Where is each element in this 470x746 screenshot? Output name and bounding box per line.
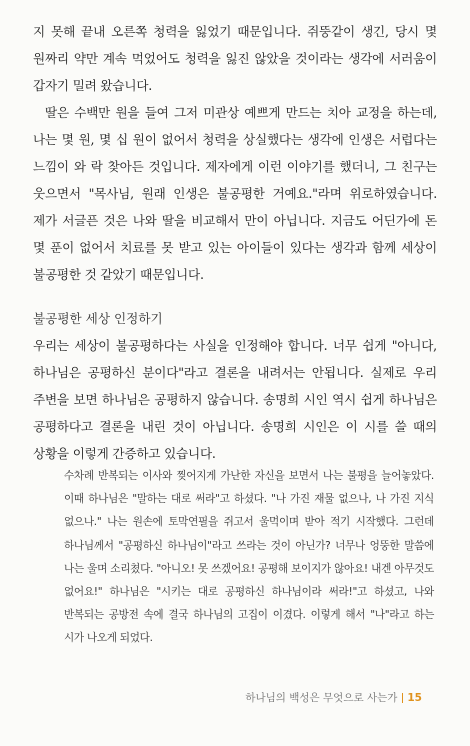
footer-separator <box>402 693 403 703</box>
page-number: 15 <box>407 691 422 704</box>
testimony-quote: 수차례 반복되는 이사와 찢어지게 가난한 자신을 보면서 나는 불평을 늘어놓았다. 이때 하나님은 "말하는 대로 써라"고 하셨다. "나 가진 재물 없으나, 나 가진 지식 없으나." 나는 원손에 토막연필을 쥐고서 울먹이며 받아 적기 시작했다. 그런데 하나님께서 "공평하신 하나님이"라고 쓰라는 것이 아닌가? 너무나 엉뚱한 말씀에 나는 울며 소리쳤다. "아니오! 못 쓰겠어요! 공평해 보이지가 않아요! 내겐 아무것도 없어요!" 하나님은 "시키는 대로 공평하신 하나님이라 써라!"고 하셨고, 나와 반복되는 공방전 속에 결국 하나님의 고집이 이겼다. 이렇게 해서 "나"라고 하는 시가 나오게 되었다. <box>64 470 434 645</box>
section-paragraph: 우리는 세상이 불공평하다는 사실을 인정해야 합니다. 너무 쉽게 "아니다, 하나님은 공평하신 분이다"라고 결론을 내려서는 안됩니다. 실제로 우리 주변을 보면 하나님은 공평하지 않습니다. 송명희 시인 역시 쉽게 하나님은 공평하다고 결론을 내린 것이 아닙니다. 송명희 시인은 이 시를 쓸 때의 상황을 이렇게 간증하고 있습니다. <box>33 338 437 461</box>
paragraph-1: 지 못해 끝내 오른쪽 청력을 잃었기 때문입니다. 쥐뚱같이 생긴, 당시 몇 원짜리 약만 계속 먹었어도 청력을 잃진 않았을 것이라는 생각에 서러움이 갑자기 밀려 왔습니다. <box>33 24 437 93</box>
main-text <box>33 18 437 467</box>
paragraph-2: 딸은 수백만 원을 들여 그저 미관상 예쁘게 만드는 치아 교정을 하는데, 나는 몇 원, 몇 십 원이 없어서 청력을 상실했다는 생각에 인생은 서럽다는 느낌이 와 락 찾아든 것입니다. 제자에게 이런 이야기를 했더니, 그 친구는 웃으면서 "목사님, 원래 인생은 불공평한 거예요."라며 위로하였습니다. 제가 서글픈 것은 나와 딸을 비교해서 만이 아닙니다. 지금도 어딘가에 돈 몇 푼이 없어서 치료를 못 받고 있는 아이들이 있다는 생각과 함께 세상이 불공평한 것 같았기 때문입니다. <box>33 105 437 282</box>
running-title: 하나님의 백성은 무엇으로 사는가 <box>245 692 398 704</box>
page-footer <box>245 690 422 705</box>
section-heading: 불공평한 세상 인정하기 <box>33 311 163 326</box>
